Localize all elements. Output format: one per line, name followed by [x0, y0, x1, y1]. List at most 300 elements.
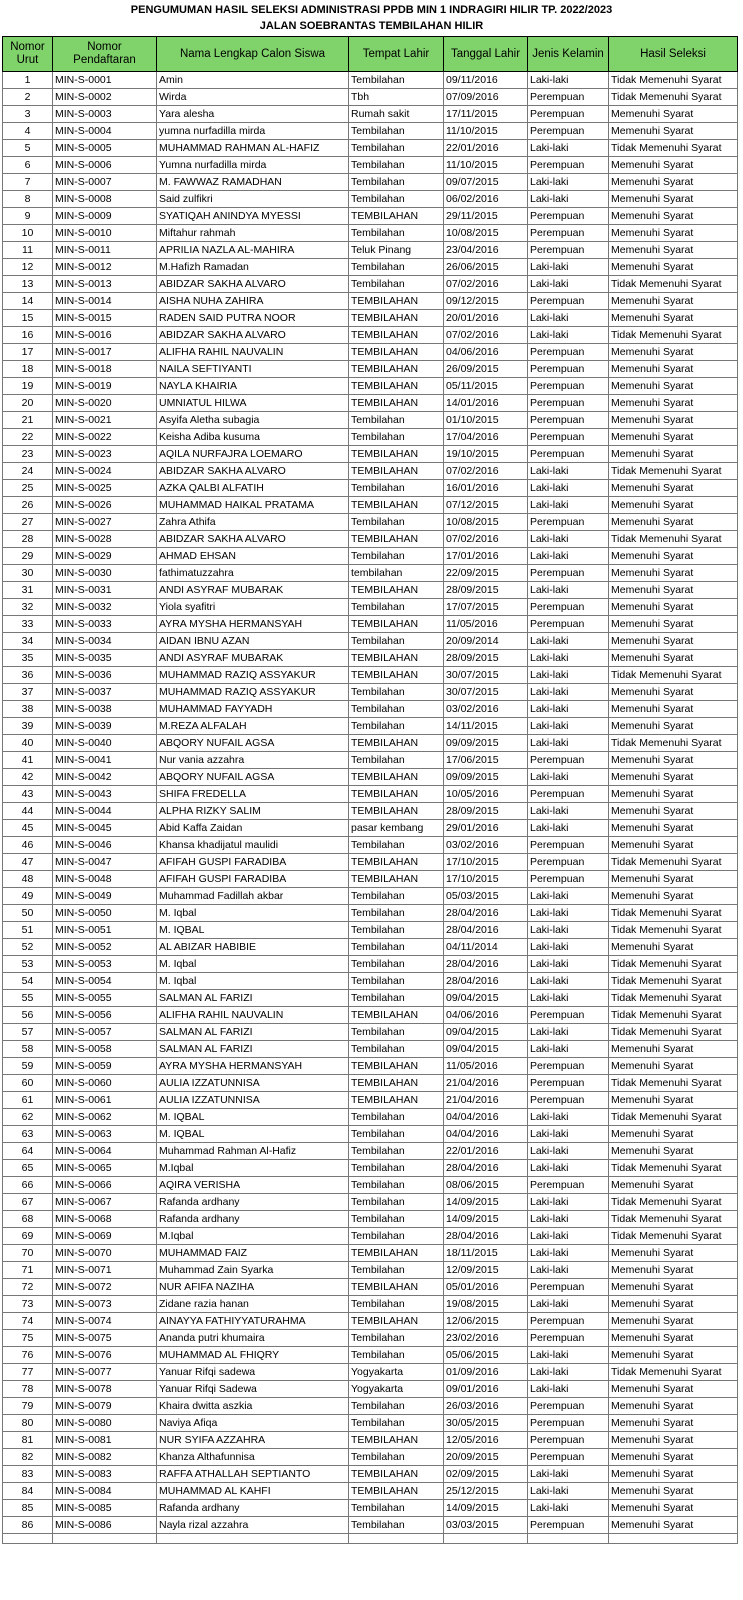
- cell-nomor-urut: 48: [3, 871, 53, 888]
- table-row: [3, 1432, 738, 1449]
- cell-tanggal-lahir: 03/02/2016: [444, 701, 528, 718]
- cell-hasil-seleksi: Tidak Memenuhi Syarat: [609, 1109, 738, 1126]
- cell-nomor-pendaftaran: MIN-S-0073: [53, 1296, 157, 1313]
- cell-nomor-pendaftaran: MIN-S-0019: [53, 378, 157, 395]
- cell-tempat-lahir: TEMBILAHAN: [349, 1092, 444, 1109]
- cell-nomor-pendaftaran: MIN-S-0067: [53, 1194, 157, 1211]
- cell-tempat-lahir: Yogyakarta: [349, 1381, 444, 1398]
- cell-nama: NAILA SEFTIYANTI: [157, 361, 349, 378]
- cell-tanggal-lahir: 07/02/2016: [444, 463, 528, 480]
- cell-tanggal-lahir: 10/05/2016: [444, 786, 528, 803]
- document-subtitle: JALAN SOEBRANTAS TEMBILAHAN HILIR: [259, 20, 484, 32]
- cell-nomor-urut: 81: [3, 1432, 53, 1449]
- cell-tanggal-lahir: 28/09/2015: [444, 650, 528, 667]
- cell-jenis-kelamin: Perempuan: [528, 123, 609, 140]
- cell-nomor-pendaftaran: MIN-S-0083: [53, 1466, 157, 1483]
- cell-jenis-kelamin: Laki-laki: [528, 140, 609, 157]
- cell-tempat-lahir: Tembilahan: [349, 1160, 444, 1177]
- cell-hasil-seleksi: Memenuhi Syarat: [609, 1330, 738, 1347]
- table-row: [3, 871, 738, 888]
- cell-tempat-lahir: TEMBILAHAN: [349, 1075, 444, 1092]
- cell-nomor-urut: 44: [3, 803, 53, 820]
- cell-nama: AULIA IZZATUNNISA: [157, 1092, 349, 1109]
- table-row: [3, 701, 738, 718]
- table-row: [3, 327, 738, 344]
- cell-nomor-urut: 28: [3, 531, 53, 548]
- table-header: [3, 37, 738, 72]
- cell-tempat-lahir: TEMBILAHAN: [349, 1313, 444, 1330]
- cell-nomor-pendaftaran: MIN-S-0001: [53, 72, 157, 89]
- table-row: [3, 650, 738, 667]
- table-row: [3, 259, 738, 276]
- cell-tempat-lahir: TEMBILAHAN: [349, 871, 444, 888]
- cell-jenis-kelamin: Perempuan: [528, 242, 609, 259]
- cell-nama: AQIRA VERISHA: [157, 1177, 349, 1194]
- cell-tanggal-lahir: 07/12/2015: [444, 497, 528, 514]
- table-row: [3, 497, 738, 514]
- cell-jenis-kelamin: Laki-laki: [528, 191, 609, 208]
- cell-tanggal-lahir: 07/09/2016: [444, 89, 528, 106]
- table-row: [3, 854, 738, 871]
- empty-cell: [528, 1534, 609, 1544]
- document-title: PENGUMUMAN HASIL SELEKSI ADMINISTRASI PPDB MIN 1 INDRAGIRI HILIR TP. 2022/2023: [130, 4, 613, 16]
- cell-tanggal-lahir: 11/10/2015: [444, 157, 528, 174]
- cell-tanggal-lahir: 09/09/2015: [444, 769, 528, 786]
- cell-tempat-lahir: Teluk Pinang: [349, 242, 444, 259]
- cell-hasil-seleksi: Memenuhi Syarat: [609, 157, 738, 174]
- cell-jenis-kelamin: Perempuan: [528, 599, 609, 616]
- cell-nomor-pendaftaran: MIN-S-0017: [53, 344, 157, 361]
- cell-tanggal-lahir: 21/04/2016: [444, 1092, 528, 1109]
- table-row: [3, 1279, 738, 1296]
- table-row: [3, 1449, 738, 1466]
- cell-tanggal-lahir: 07/02/2016: [444, 327, 528, 344]
- cell-nomor-pendaftaran: MIN-S-0084: [53, 1483, 157, 1500]
- cell-nama: SHIFA FREDELLA: [157, 786, 349, 803]
- cell-tempat-lahir: Tembilahan: [349, 225, 444, 242]
- cell-nomor-pendaftaran: MIN-S-0010: [53, 225, 157, 242]
- cell-hasil-seleksi: Memenuhi Syarat: [609, 1279, 738, 1296]
- cell-nomor-pendaftaran: MIN-S-0050: [53, 905, 157, 922]
- header-nomor-pendaftaran: Nomor Pendaftaran: [53, 37, 157, 72]
- cell-nama: ABIDZAR SAKHA ALVARO: [157, 463, 349, 480]
- cell-jenis-kelamin: Laki-laki: [528, 1500, 609, 1517]
- empty-cell: [349, 1534, 444, 1544]
- cell-nama: ABIDZAR SAKHA ALVARO: [157, 531, 349, 548]
- cell-nomor-pendaftaran: MIN-S-0004: [53, 123, 157, 140]
- cell-jenis-kelamin: Laki-laki: [528, 174, 609, 191]
- cell-hasil-seleksi: Memenuhi Syarat: [609, 1381, 738, 1398]
- cell-hasil-seleksi: Memenuhi Syarat: [609, 1500, 738, 1517]
- cell-nama: Yumna nurfadilla mirda: [157, 157, 349, 174]
- cell-nomor-pendaftaran: MIN-S-0003: [53, 106, 157, 123]
- cell-nomor-pendaftaran: MIN-S-0045: [53, 820, 157, 837]
- cell-hasil-seleksi: Memenuhi Syarat: [609, 514, 738, 531]
- cell-tempat-lahir: TEMBILAHAN: [349, 1245, 444, 1262]
- cell-nama: NUR SYIFA AZZAHRA: [157, 1432, 349, 1449]
- cell-jenis-kelamin: Perempuan: [528, 157, 609, 174]
- cell-nomor-pendaftaran: MIN-S-0006: [53, 157, 157, 174]
- cell-nomor-pendaftaran: MIN-S-0082: [53, 1449, 157, 1466]
- cell-nomor-urut: 17: [3, 344, 53, 361]
- cell-tanggal-lahir: 05/01/2016: [444, 1279, 528, 1296]
- cell-hasil-seleksi: Memenuhi Syarat: [609, 344, 738, 361]
- table-row: [3, 684, 738, 701]
- cell-tanggal-lahir: 07/02/2016: [444, 531, 528, 548]
- cell-hasil-seleksi: Memenuhi Syarat: [609, 888, 738, 905]
- cell-hasil-seleksi: Memenuhi Syarat: [609, 1041, 738, 1058]
- cell-jenis-kelamin: Laki-laki: [528, 701, 609, 718]
- cell-nomor-pendaftaran: MIN-S-0035: [53, 650, 157, 667]
- header-tempat-lahir: Tempat Lahir: [349, 37, 444, 72]
- cell-nama: Rafanda ardhany: [157, 1211, 349, 1228]
- cell-nama: AFIFAH GUSPI FARADIBA: [157, 871, 349, 888]
- cell-nomor-pendaftaran: MIN-S-0061: [53, 1092, 157, 1109]
- cell-tempat-lahir: Tembilahan: [349, 599, 444, 616]
- table-row: [3, 1296, 738, 1313]
- cell-tanggal-lahir: 28/04/2016: [444, 1160, 528, 1177]
- cell-tanggal-lahir: 11/10/2015: [444, 123, 528, 140]
- table-row: [3, 786, 738, 803]
- cell-tempat-lahir: TEMBILAHAN: [349, 1466, 444, 1483]
- empty-cell: [157, 1534, 349, 1544]
- cell-nomor-pendaftaran: MIN-S-0041: [53, 752, 157, 769]
- cell-hasil-seleksi: Tidak Memenuhi Syarat: [609, 1194, 738, 1211]
- cell-nomor-urut: 29: [3, 548, 53, 565]
- cell-tempat-lahir: pasar kembang: [349, 820, 444, 837]
- header-nama: Nama Lengkap Calon Siswa: [157, 37, 349, 72]
- cell-tempat-lahir: Tembilahan: [349, 956, 444, 973]
- cell-tanggal-lahir: 14/09/2015: [444, 1194, 528, 1211]
- cell-jenis-kelamin: Laki-laki: [528, 820, 609, 837]
- cell-nomor-urut: 72: [3, 1279, 53, 1296]
- cell-nomor-pendaftaran: MIN-S-0036: [53, 667, 157, 684]
- cell-nomor-urut: 43: [3, 786, 53, 803]
- cell-jenis-kelamin: Laki-laki: [528, 1466, 609, 1483]
- cell-nomor-urut: 83: [3, 1466, 53, 1483]
- table-row: [3, 939, 738, 956]
- cell-tempat-lahir: TEMBILAHAN: [349, 616, 444, 633]
- table-row: [3, 140, 738, 157]
- cell-nama: Rafanda ardhany: [157, 1194, 349, 1211]
- cell-nomor-pendaftaran: MIN-S-0078: [53, 1381, 157, 1398]
- cell-nama: Amin: [157, 72, 349, 89]
- cell-jenis-kelamin: Laki-laki: [528, 1483, 609, 1500]
- cell-nama: ALIFHA RAHIL NAUVALIN: [157, 1007, 349, 1024]
- cell-tempat-lahir: Tembilahan: [349, 412, 444, 429]
- cell-hasil-seleksi: Memenuhi Syarat: [609, 565, 738, 582]
- cell-nomor-pendaftaran: MIN-S-0022: [53, 429, 157, 446]
- header-tanggal-lahir: Tanggal Lahir: [444, 37, 528, 72]
- cell-tanggal-lahir: 29/01/2016: [444, 820, 528, 837]
- cell-jenis-kelamin: Perempuan: [528, 225, 609, 242]
- cell-nomor-urut: 58: [3, 1041, 53, 1058]
- cell-nomor-pendaftaran: MIN-S-0044: [53, 803, 157, 820]
- cell-tanggal-lahir: 18/11/2015: [444, 1245, 528, 1262]
- cell-nomor-pendaftaran: MIN-S-0021: [53, 412, 157, 429]
- cell-nomor-urut: 62: [3, 1109, 53, 1126]
- cell-nomor-urut: 71: [3, 1262, 53, 1279]
- table-row: [3, 310, 738, 327]
- cell-tempat-lahir: Tembilahan: [349, 276, 444, 293]
- cell-tempat-lahir: Tembilahan: [349, 1262, 444, 1279]
- cell-hasil-seleksi: Memenuhi Syarat: [609, 259, 738, 276]
- cell-jenis-kelamin: Laki-laki: [528, 1364, 609, 1381]
- cell-nama: MUHAMMAD AL KAHFI: [157, 1483, 349, 1500]
- cell-tanggal-lahir: 17/07/2015: [444, 599, 528, 616]
- cell-tempat-lahir: Tembilahan: [349, 1500, 444, 1517]
- cell-jenis-kelamin: Perempuan: [528, 89, 609, 106]
- cell-jenis-kelamin: Laki-laki: [528, 1228, 609, 1245]
- cell-nama: AINAYYA FATHIYYATURAHMA: [157, 1313, 349, 1330]
- cell-nama: AISHA NUHA ZAHIRA: [157, 293, 349, 310]
- cell-tempat-lahir: Tembilahan: [349, 1194, 444, 1211]
- cell-nomor-pendaftaran: MIN-S-0040: [53, 735, 157, 752]
- cell-nama: ANDI ASYRAF MUBARAK: [157, 650, 349, 667]
- cell-hasil-seleksi: Memenuhi Syarat: [609, 752, 738, 769]
- cell-nama: MUHAMMAD AL FHIQRY: [157, 1347, 349, 1364]
- cell-hasil-seleksi: Memenuhi Syarat: [609, 395, 738, 412]
- cell-nama: ABQORY NUFAIL AGSA: [157, 769, 349, 786]
- cell-nama: AYRA MYSHA HERMANSYAH: [157, 616, 349, 633]
- cell-tanggal-lahir: 04/06/2016: [444, 1007, 528, 1024]
- cell-nomor-urut: 27: [3, 514, 53, 531]
- cell-tanggal-lahir: 01/09/2016: [444, 1364, 528, 1381]
- cell-hasil-seleksi: Tidak Memenuhi Syarat: [609, 1024, 738, 1041]
- cell-tempat-lahir: TEMBILAHAN: [349, 735, 444, 752]
- cell-nomor-urut: 69: [3, 1228, 53, 1245]
- cell-tanggal-lahir: 09/07/2015: [444, 174, 528, 191]
- cell-nomor-pendaftaran: MIN-S-0025: [53, 480, 157, 497]
- cell-tempat-lahir: TEMBILAHAN: [349, 446, 444, 463]
- cell-jenis-kelamin: Perempuan: [528, 1177, 609, 1194]
- cell-jenis-kelamin: Perempuan: [528, 361, 609, 378]
- cell-nomor-urut: 74: [3, 1313, 53, 1330]
- cell-nomor-urut: 37: [3, 684, 53, 701]
- cell-nomor-pendaftaran: MIN-S-0066: [53, 1177, 157, 1194]
- table-row: [3, 905, 738, 922]
- cell-tempat-lahir: Tembilahan: [349, 157, 444, 174]
- cell-tanggal-lahir: 30/07/2015: [444, 684, 528, 701]
- table-row: [3, 752, 738, 769]
- cell-nama: Muhammad Fadillah akbar: [157, 888, 349, 905]
- cell-tempat-lahir: TEMBILAHAN: [349, 463, 444, 480]
- cell-hasil-seleksi: Memenuhi Syarat: [609, 650, 738, 667]
- cell-nama: Said zulfikri: [157, 191, 349, 208]
- cell-tempat-lahir: tembilahan: [349, 565, 444, 582]
- cell-nama: RAFFA ATHALLAH SEPTIANTO: [157, 1466, 349, 1483]
- cell-nomor-pendaftaran: MIN-S-0023: [53, 446, 157, 463]
- table-row: [3, 446, 738, 463]
- cell-tempat-lahir: Tembilahan: [349, 259, 444, 276]
- cell-tanggal-lahir: 28/04/2016: [444, 1228, 528, 1245]
- cell-nomor-urut: 22: [3, 429, 53, 446]
- cell-nama: NUR AFIFA NAZIHA: [157, 1279, 349, 1296]
- cell-tanggal-lahir: 20/09/2015: [444, 1449, 528, 1466]
- cell-jenis-kelamin: Perempuan: [528, 412, 609, 429]
- cell-nomor-urut: 70: [3, 1245, 53, 1262]
- cell-nomor-urut: 54: [3, 973, 53, 990]
- cell-nomor-pendaftaran: MIN-S-0042: [53, 769, 157, 786]
- cell-jenis-kelamin: Perempuan: [528, 1517, 609, 1534]
- cell-nomor-pendaftaran: MIN-S-0072: [53, 1279, 157, 1296]
- cell-nomor-pendaftaran: MIN-S-0052: [53, 939, 157, 956]
- cell-jenis-kelamin: Laki-laki: [528, 1126, 609, 1143]
- cell-nama: SALMAN AL FARIZI: [157, 1041, 349, 1058]
- cell-jenis-kelamin: Perempuan: [528, 1075, 609, 1092]
- cell-hasil-seleksi: Tidak Memenuhi Syarat: [609, 854, 738, 871]
- cell-nomor-pendaftaran: MIN-S-0039: [53, 718, 157, 735]
- cell-tempat-lahir: Tembilahan: [349, 1517, 444, 1534]
- cell-nomor-pendaftaran: MIN-S-0071: [53, 1262, 157, 1279]
- cell-nomor-urut: 12: [3, 259, 53, 276]
- cell-hasil-seleksi: Memenuhi Syarat: [609, 1126, 738, 1143]
- cell-nomor-urut: 86: [3, 1517, 53, 1534]
- table-row: [3, 888, 738, 905]
- table-row: [3, 1228, 738, 1245]
- cell-nomor-pendaftaran: MIN-S-0031: [53, 582, 157, 599]
- cell-nama: MUHAMMAD RAHMAN AL-HAFIZ: [157, 140, 349, 157]
- cell-jenis-kelamin: Perempuan: [528, 1007, 609, 1024]
- cell-hasil-seleksi: Memenuhi Syarat: [609, 1483, 738, 1500]
- cell-nama: Asyifa Aletha subagia: [157, 412, 349, 429]
- table-row: [3, 582, 738, 599]
- cell-nama: ABIDZAR SAKHA ALVARO: [157, 327, 349, 344]
- cell-jenis-kelamin: Laki-laki: [528, 769, 609, 786]
- cell-nomor-urut: 39: [3, 718, 53, 735]
- cell-nomor-urut: 13: [3, 276, 53, 293]
- cell-hasil-seleksi: Memenuhi Syarat: [609, 803, 738, 820]
- cell-tempat-lahir: Tembilahan: [349, 922, 444, 939]
- cell-jenis-kelamin: Laki-laki: [528, 973, 609, 990]
- cell-tanggal-lahir: 04/04/2016: [444, 1126, 528, 1143]
- cell-jenis-kelamin: Perempuan: [528, 344, 609, 361]
- cell-nomor-pendaftaran: MIN-S-0030: [53, 565, 157, 582]
- cell-nomor-pendaftaran: MIN-S-0048: [53, 871, 157, 888]
- cell-hasil-seleksi: Memenuhi Syarat: [609, 616, 738, 633]
- cell-tanggal-lahir: 29/11/2015: [444, 208, 528, 225]
- cell-tempat-lahir: Tembilahan: [349, 939, 444, 956]
- cell-nomor-urut: 34: [3, 633, 53, 650]
- cell-tanggal-lahir: 28/04/2016: [444, 922, 528, 939]
- cell-tanggal-lahir: 04/11/2014: [444, 939, 528, 956]
- cell-jenis-kelamin: Laki-laki: [528, 463, 609, 480]
- cell-hasil-seleksi: Memenuhi Syarat: [609, 378, 738, 395]
- cell-tanggal-lahir: 26/06/2015: [444, 259, 528, 276]
- header-jenis-kelamin: Jenis Kelamin: [528, 37, 609, 72]
- cell-tempat-lahir: Yogyakarta: [349, 1364, 444, 1381]
- cell-hasil-seleksi: Memenuhi Syarat: [609, 310, 738, 327]
- cell-nomor-urut: 15: [3, 310, 53, 327]
- cell-hasil-seleksi: Memenuhi Syarat: [609, 769, 738, 786]
- cell-nomor-urut: 10: [3, 225, 53, 242]
- cell-jenis-kelamin: Laki-laki: [528, 1143, 609, 1160]
- cell-nama: MUHAMMAD FAIZ: [157, 1245, 349, 1262]
- table-row: [3, 1245, 738, 1262]
- empty-row: [3, 1534, 738, 1544]
- table-row: [3, 463, 738, 480]
- cell-jenis-kelamin: Laki-laki: [528, 803, 609, 820]
- cell-tempat-lahir: TEMBILAHAN: [349, 1058, 444, 1075]
- cell-jenis-kelamin: Perempuan: [528, 786, 609, 803]
- table-row: [3, 1058, 738, 1075]
- cell-nomor-urut: 5: [3, 140, 53, 157]
- cell-jenis-kelamin: Perempuan: [528, 293, 609, 310]
- cell-nomor-pendaftaran: MIN-S-0053: [53, 956, 157, 973]
- table-row: [3, 1092, 738, 1109]
- cell-tanggal-lahir: 14/01/2016: [444, 395, 528, 412]
- cell-jenis-kelamin: Perempuan: [528, 208, 609, 225]
- cell-nomor-pendaftaran: MIN-S-0049: [53, 888, 157, 905]
- table-body: [3, 72, 738, 1544]
- cell-jenis-kelamin: Perempuan: [528, 1449, 609, 1466]
- cell-tempat-lahir: Tembilahan: [349, 1228, 444, 1245]
- cell-jenis-kelamin: Perempuan: [528, 1092, 609, 1109]
- cell-jenis-kelamin: Laki-laki: [528, 1245, 609, 1262]
- cell-nama: AQILA NURFAJRA LOEMARO: [157, 446, 349, 463]
- cell-nomor-urut: 30: [3, 565, 53, 582]
- cell-tempat-lahir: TEMBILAHAN: [349, 378, 444, 395]
- cell-tanggal-lahir: 17/10/2015: [444, 871, 528, 888]
- cell-nomor-urut: 16: [3, 327, 53, 344]
- cell-jenis-kelamin: Perempuan: [528, 1279, 609, 1296]
- cell-tanggal-lahir: 30/05/2015: [444, 1415, 528, 1432]
- cell-nama: M. Iqbal: [157, 956, 349, 973]
- cell-hasil-seleksi: Memenuhi Syarat: [609, 701, 738, 718]
- cell-tanggal-lahir: 03/03/2015: [444, 1517, 528, 1534]
- cell-nama: AYRA MYSHA HERMANSYAH: [157, 1058, 349, 1075]
- table-row: [3, 1007, 738, 1024]
- cell-tanggal-lahir: 08/06/2015: [444, 1177, 528, 1194]
- cell-tanggal-lahir: 12/09/2015: [444, 1262, 528, 1279]
- cell-nomor-pendaftaran: MIN-S-0033: [53, 616, 157, 633]
- cell-jenis-kelamin: Laki-laki: [528, 735, 609, 752]
- cell-tempat-lahir: Tembilahan: [349, 633, 444, 650]
- cell-nomor-urut: 52: [3, 939, 53, 956]
- cell-jenis-kelamin: Perempuan: [528, 106, 609, 123]
- cell-nama: Miftahur rahmah: [157, 225, 349, 242]
- cell-hasil-seleksi: Tidak Memenuhi Syarat: [609, 1160, 738, 1177]
- cell-nomor-urut: 2: [3, 89, 53, 106]
- cell-tempat-lahir: Tembilahan: [349, 1211, 444, 1228]
- table-row: [3, 769, 738, 786]
- cell-nomor-urut: 84: [3, 1483, 53, 1500]
- table-row: [3, 1041, 738, 1058]
- table-row: [3, 803, 738, 820]
- cell-nomor-pendaftaran: MIN-S-0046: [53, 837, 157, 854]
- cell-nomor-urut: 35: [3, 650, 53, 667]
- cell-nomor-pendaftaran: MIN-S-0032: [53, 599, 157, 616]
- cell-jenis-kelamin: Perempuan: [528, 395, 609, 412]
- table-row: [3, 361, 738, 378]
- table-row: [3, 1517, 738, 1534]
- cell-tempat-lahir: TEMBILAHAN: [349, 208, 444, 225]
- cell-tanggal-lahir: 28/04/2016: [444, 956, 528, 973]
- cell-nomor-pendaftaran: MIN-S-0009: [53, 208, 157, 225]
- empty-cell: [53, 1534, 157, 1544]
- cell-jenis-kelamin: Laki-laki: [528, 310, 609, 327]
- table-row: [3, 820, 738, 837]
- cell-nomor-urut: 14: [3, 293, 53, 310]
- cell-jenis-kelamin: Laki-laki: [528, 905, 609, 922]
- table-row: [3, 378, 738, 395]
- table-row: [3, 922, 738, 939]
- table-row: [3, 157, 738, 174]
- cell-tanggal-lahir: 09/04/2015: [444, 1041, 528, 1058]
- cell-tanggal-lahir: 05/03/2015: [444, 888, 528, 905]
- table-row: [3, 1347, 738, 1364]
- table-row: [3, 208, 738, 225]
